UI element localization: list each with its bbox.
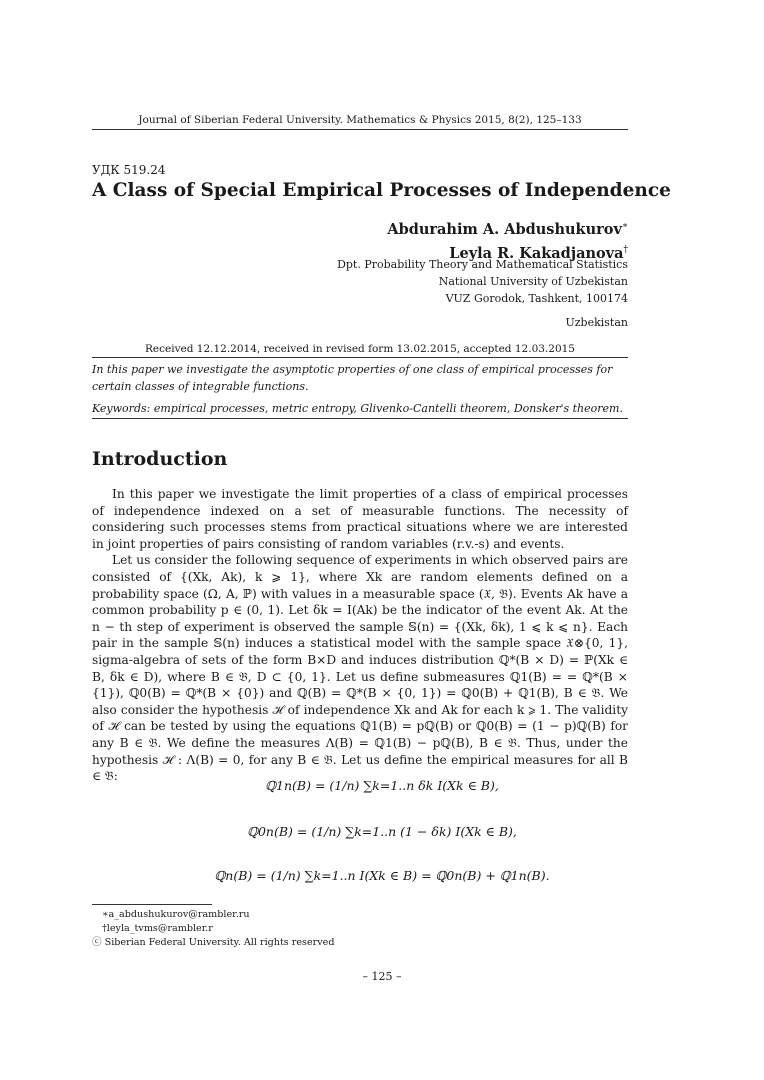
equation-q0n: ℚ0n(B) = (1/n) ∑k=1..n (1 − δk) I(Xk ∈ B), (247, 824, 517, 839)
affiliation (337, 256, 628, 331)
page-number: – 125 – (362, 970, 402, 983)
received-dates: Received 12.12.2014, received in revised form 13.02.2015, accepted 12.03.2015 (145, 343, 575, 355)
article-title: A Class of Special Empirical Processes of Independence (92, 180, 671, 201)
running-head: Journal of Siberian Federal University. Mathematics & Physics 2015, 8(2), 125–133 (138, 114, 582, 126)
author-1: Abdurahim A. Abdushukurov∗ (387, 220, 628, 238)
footnote-email-1: ∗a_abdushukurov@rambler.ru (102, 909, 250, 920)
paragraph: In this paper we investigate the limit properties of a class of empirical processes of independence indexed on a set of measurable functions. The necessity of considering such processes stems from practical situations where we are interested in joint properties of pairs consisting of random variables (r.v.-s) and events. (92, 487, 628, 551)
equation-qn: ℚn(B) = (1/n) ∑k=1..n I(Xk ∈ B) = ℚ0n(B) + ℚ1n(B). (214, 868, 550, 883)
section-title: Introduction (92, 448, 228, 470)
affiliation-line: VUZ Gorodok, Tashkent, 100174 (445, 292, 628, 305)
section-body (92, 486, 628, 785)
abstract-text: In this paper we investigate the asymptotic properties of one class of empirical processes for certain classes of integrable functions. (92, 363, 613, 393)
abstract-top-rule (92, 357, 628, 358)
abstract-bottom-rule (92, 418, 628, 419)
affiliation-country: Uzbekistan (565, 316, 628, 329)
paragraph: Let us consider the following sequence of experiments in which observed pairs are consisted of {(Xk, Ak), k ⩾ 1}, where Xk are random elements defined on a probability space (Ω, A, ℙ) with values in a measurable space (𝔛, 𝔅). Events Ak have a common probability p ∈ (0, 1). Let δk = I(Ak) be the indicator of the event Ak. At the n − th step of experiment is observed the sample 𝕊(n) = {(Xk, δk), 1 ⩽ k ⩽ n}. Each pair in the sample 𝕊(n) induces a statistical model with the sample space 𝔛⊗{0, 1}, sigma-algebra of sets of the form B×D and induces distribution ℚ*(B × D) = ℙ(Xk ∈ B, δk ∈ D), where B ∈ 𝔅, D ⊂ {0, 1}. Let us define submeasures ℚ1(B) = = ℚ*(B × {1}), ℚ0(B) = ℚ*(B × {0}) and ℚ(B) = ℚ*(B × {0, 1}) = ℚ0(B) + ℚ1(B), B ∈ 𝔅. We also consider the hypothesis ℋ of independence Xk and Ak for each k ⩾ 1. The validity of ℋ can be tested by using the equations ℚ1(B) = pℚ(B) or ℚ0(B) = (1 − p)ℚ(B) for any B ∈ 𝔅. We define the measures Λ(B) = ℚ1(B) − pℚ(B), B ∈ 𝔅. Thus, under the hypothesis ℋ : Λ(B) = 0, for any B ∈ 𝔅. Let us define the empirical measures for all B ∈ 𝔅: (92, 553, 628, 784)
udk-code: УДК 519.24 (92, 163, 166, 177)
equation-q1n: ℚ1n(B) = (1/n) ∑k=1..n δk I(Xk ∈ B), (265, 778, 499, 793)
author-2: Leyla R. Kakadjanova† (449, 244, 628, 262)
footnote-email-2: †leyla_tvms@rambler.r (102, 923, 213, 934)
affiliation-line: Dpt. Probability Theory and Mathematical Statistics (337, 258, 628, 271)
header-rule (92, 129, 628, 130)
keywords: Keywords: empirical processes, metric entropy, Glivenko-Cantelli theorem, Donsker's theorem. (92, 402, 623, 415)
footnotes (92, 908, 334, 950)
footnote-rule (92, 904, 212, 905)
footnote-copyright: ⓒ Siberian Federal University. All rights reserved (92, 937, 335, 948)
affiliation-line: National University of Uzbekistan (438, 275, 628, 288)
